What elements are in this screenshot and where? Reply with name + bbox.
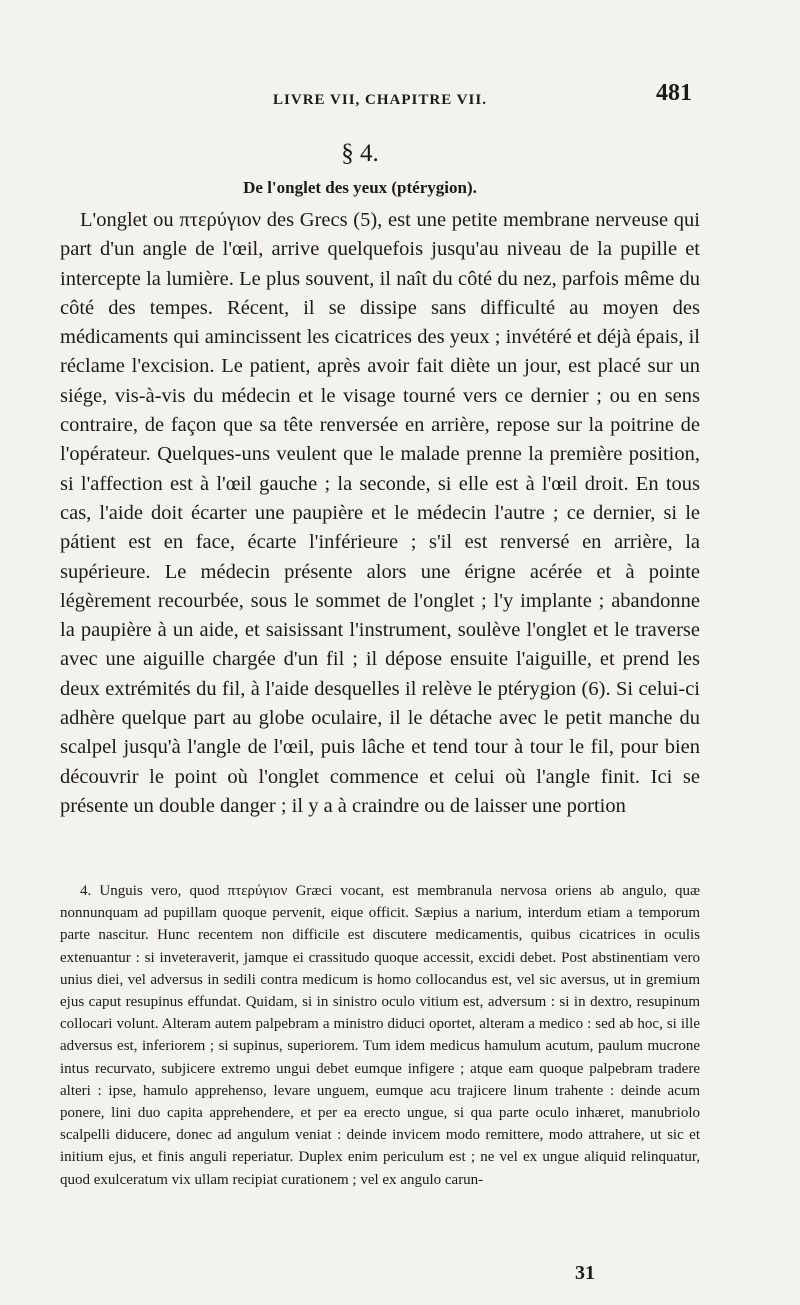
page-header: [60, 80, 700, 114]
footnote-4: 4. Unguis vero, quod πτερύγιον Græci vocant, est membranula nervosa oriens ab angulo, quæ nonnunquam ad pupillam quoque pervenit, eique officit. Sæpius a narium, interdum etiam a temporum parte nascitur. Hunc recentem non difficile est discutere medicamentis, quibus cicatrices in oculis extenuantur : si inveteraverit, jamque ei crassitudo quoque accessit, excidi debet. Post abstinentiam vero unius diei, vel adversus in sedili contra medicum is homo collocandus est, vel sic aversus, ut in gremium ejus caput resupinus effundat. Quidam, si in sinistro oculo vitium est, adversum : si in dextro, resupinum collocari volunt. Alteram autem palpebram a ministro diduci oportet, alteram a medico : sed ab hoc, si ille adversus est, inferiorem ; si supinus, superiorem. Tum idem medicus hamulum acutum, paulum mucrone intus recurvato, subjicere extremo ungui debet eumque infigere ; atque eam quoque palpebram tradere alteri : ipse, hamulo apprehenso, levare unguem, eumque acu trajicere linum trahente : deinde acum ponere, lini duo capita apprehendere, et per ea erecto ungue, si qua parte oculo inhæret, manubriolo scalpelli diducere, donec ad angulum veniat : deinde invicem modo remittere, modo attrahere, ut sic et initium ejus, et finis anguli reperiatur. Duplex enim periculum est ; ne vel ex ungue aliquid relinquatur, quod exulceratum vix ullam recipiat curationem ; vel ex angulo carun-: [60, 883, 700, 1188]
page-number: 481: [656, 80, 692, 106]
signature-mark: 31: [575, 1262, 595, 1284]
footnotes: [60, 880, 700, 1191]
section-title: De l'onglet des yeux (ptérygion).: [243, 178, 477, 197]
main-text: [60, 206, 700, 821]
body-paragraph: L'onglet ou πτερύγιον des Grecs (5), est une petite membrane nerveuse qui part d'un angle de l'œil, arrive quelquefois jusqu'au niveau de la pupille et intercepte la lumière. Le plus souvent, il naît du côté du nez, parfois même du côté des tempes. Récent, il se dissipe sans difficulté au moyen des médicaments qui amincissent les cicatrices des yeux ; invétéré et déjà épais, il réclame l'excision. Le patient, après avoir fait diète un jour, est placé sur un siége, vis-à-vis du médecin et le visage tourné vers ce dernier ; ou en sens contraire, de façon que sa tête renversée en arrière, repose sur la poitrine de l'opérateur. Quelques-uns veulent que le malade prenne la première position, si l'affection est à l'œil gauche ; la seconde, si elle est à l'œil droit. En tous cas, l'aide doit écarter une paupière et le médecin l'autre ; ce dernier, si le pátient est en face, écarte l'inférieure ; s'il est renversé en arrière, la supérieure. Le médecin présente alors une érigne acérée et à pointe légèrement recourbée, sous le sommet de l'onglet ; l'y implante ; abandonne la paupière à un aide, et saisissant l'instrument, soulève l'onglet et le traverse avec une aiguille chargée d'un fil ; il dépose ensuite l'aiguille, et prend les deux extrémités du fil, à l'aide desquelles il relève le ptérygion (6). Si celui-ci adhère quelque part au globe oculaire, il le détache avec le petit manche du scalpel jusqu'à l'angle de l'œil, puis lâche et tend tour à tour le fil, pour bien découvrir le point où l'onglet commence et celui où l'angle finit. Ici se présente un double danger ; il y a à craindre ou de laisser une portion: [60, 209, 700, 817]
section-number: § 4.: [341, 140, 379, 167]
running-head: LIVRE VII, CHAPITRE VII.: [273, 92, 487, 108]
